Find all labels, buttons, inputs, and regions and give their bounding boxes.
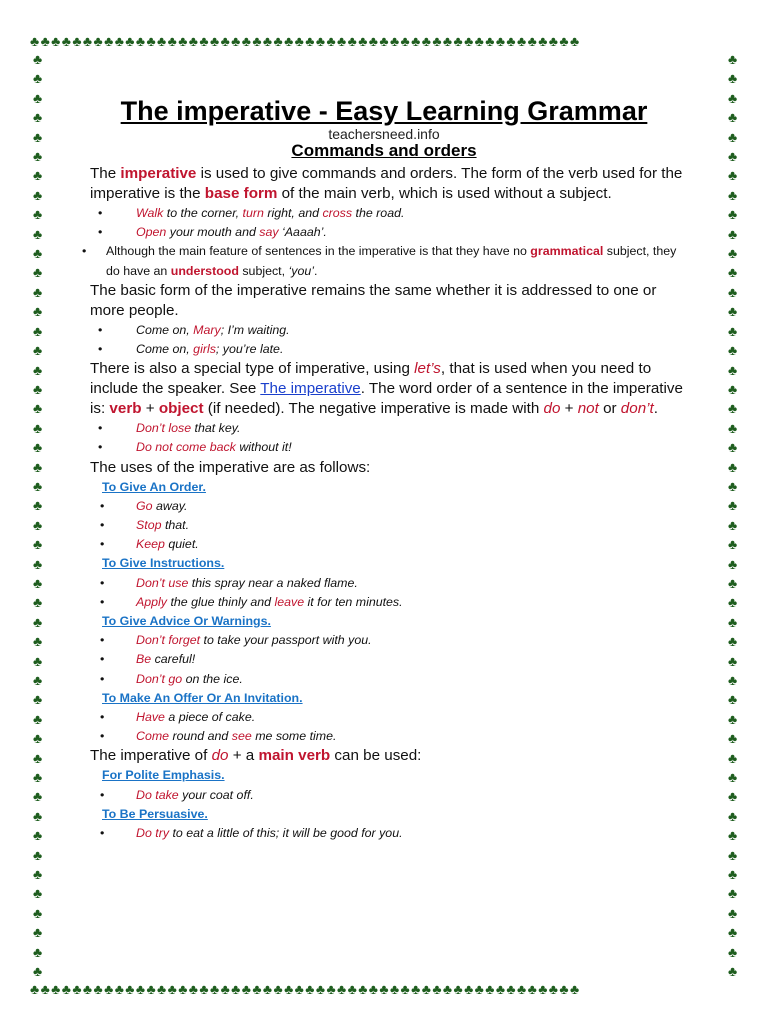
heading-give-advice: To Give Advice Or Warnings. [102, 614, 271, 629]
list-item: • Do take your coat off. [90, 786, 690, 805]
heading-give-instructions: To Give Instructions. [102, 556, 225, 571]
basic-form-paragraph: The basic form of the imperative remains the same whether it is addressed to one or more people. [90, 281, 657, 319]
heading-make-offer: To Make An Offer Or An Invitation. [102, 690, 303, 705]
list-item: • Come round and see me some time. [90, 727, 690, 746]
page-title: The imperative - Easy Learning Grammar [120, 96, 648, 126]
document-body [90, 164, 690, 843]
list-item: • Don’t forget to take your passport with you. [90, 631, 690, 650]
list-item: • Be careful! [90, 650, 690, 669]
list-item: • Come on, Mary; I’m waiting. [90, 321, 690, 340]
section-subtitle: Commands and orders [291, 141, 477, 160]
heading-polite-emphasis: For Polite Emphasis. [102, 768, 225, 783]
heading-be-persuasive: To Be Persuasive. [102, 806, 208, 821]
list-item: • Don’t go on the ice. [90, 670, 690, 689]
palm-tree-border-left: ♣♣♣♣♣♣♣♣♣♣♣♣♣♣♣♣♣♣♣♣♣♣♣♣♣♣♣♣♣♣♣♣♣♣♣♣♣♣♣♣♣♣♣♣♣♣♣♣ [33, 51, 43, 980]
list-item: • Open your mouth and say ‘Aaaah’. [90, 223, 690, 242]
list-item: • Do try to eat a little of this; it will be good for you. [90, 824, 690, 843]
special-type-paragraph: There is also a special type of imperative, using let’s, that is used when you need to include the speaker. See The imperative. The word order of a sentence in the imperative is: verb + object (if needed). The negative imperative is made with do + not or don’t. [90, 360, 683, 418]
list-item: • Don’t lose that key. [90, 419, 690, 438]
list-item: • Come on, girls; you’re late. [90, 340, 690, 359]
note-paragraph: • Although the main feature of sentences in the imperative is that they have no grammatical subject, they do have an understood subject, ‘you’. [82, 242, 690, 280]
palm-tree-border-bottom: ♣♣♣♣♣♣♣♣♣♣♣♣♣♣♣♣♣♣♣♣♣♣♣♣♣♣♣♣♣♣♣♣♣♣♣♣♣♣♣♣♣♣♣♣♣♣♣♣♣♣♣♣ [30, 982, 581, 997]
uses-paragraph: The uses of the imperative are as follows: [90, 458, 371, 476]
list-item: • Have a piece of cake. [90, 708, 690, 727]
palm-tree-border-right: ♣♣♣♣♣♣♣♣♣♣♣♣♣♣♣♣♣♣♣♣♣♣♣♣♣♣♣♣♣♣♣♣♣♣♣♣♣♣♣♣♣♣♣♣♣♣♣♣ [728, 51, 738, 980]
the-imperative-link[interactable]: The imperative [260, 380, 361, 398]
list-item: • Keep quiet. [90, 535, 690, 554]
intro-paragraph: The imperative is used to give commands and orders. The form of the verb used for the imperative is the base form of the main verb, which is used without a subject. [90, 165, 683, 202]
list-item: • Apply the glue thinly and leave it for ten minutes. [90, 593, 690, 612]
list-item: • Stop that. [90, 516, 690, 535]
heading-give-order: To Give An Order. [102, 479, 206, 494]
list-item: • Walk to the corner, turn right, and cross the road. [90, 204, 690, 223]
palm-tree-border-top: ♣♣♣♣♣♣♣♣♣♣♣♣♣♣♣♣♣♣♣♣♣♣♣♣♣♣♣♣♣♣♣♣♣♣♣♣♣♣♣♣♣♣♣♣♣♣♣♣♣♣♣♣ [30, 34, 581, 49]
do-main-verb-paragraph: The imperative of do + a main verb can be used: [90, 747, 422, 765]
list-item: • Go away. [90, 497, 690, 516]
list-item: • Do not come back without it! [90, 438, 690, 457]
list-item: • Don’t use this spray near a naked flame. [90, 574, 690, 593]
site-name: teachersneed.info [328, 126, 440, 142]
